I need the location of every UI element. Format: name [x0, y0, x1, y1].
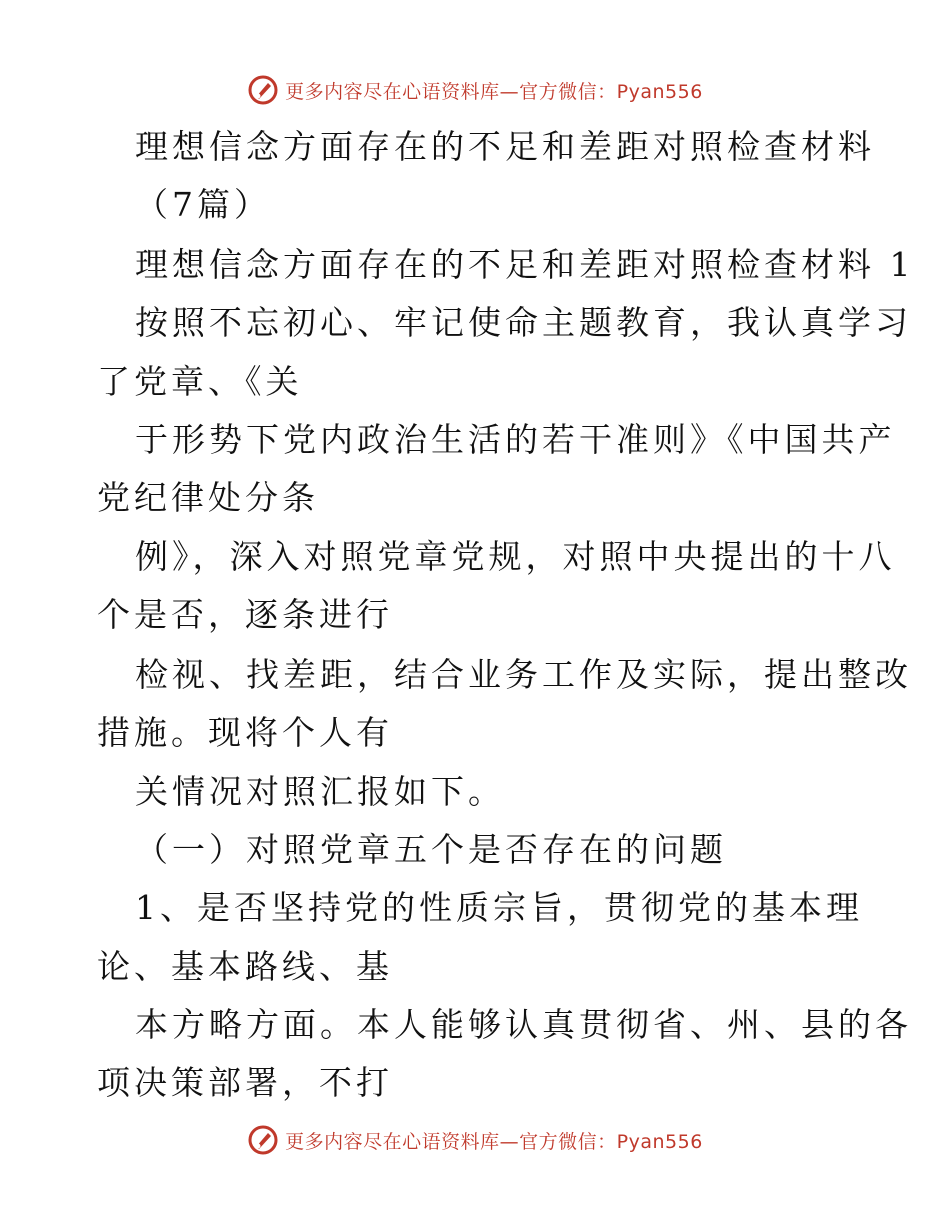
paragraph-line: 1、是否坚持党的性质宗旨，贯彻党的基本理 [135, 888, 863, 927]
paragraph-line: 按照不忘初心、牢记使命主题教育，我认真学习 [135, 303, 912, 342]
doc-title-line-2: （7篇） [135, 185, 271, 224]
header-banner-text: 更多内容尽在心语资料库—官方微信：Pyan556 [285, 80, 703, 103]
paragraph-line: 措施。现将个人有 [97, 713, 393, 752]
paragraph-line: 论、基本路线、基 [97, 947, 393, 986]
paragraph-line: 党纪律处分条 [97, 478, 319, 517]
paragraph-line: 关情况对照汇报如下。 [135, 772, 505, 811]
paragraph-line: 于形势下党内政治生活的若干准则》《中国共产 [135, 420, 896, 459]
paragraph-line: 例》，深入对照党章党规，对照中央提出的十八 [135, 537, 896, 576]
paragraph-line: 项决策部署，不打 [97, 1063, 393, 1102]
subsection-heading: （一）对照党章五个是否存在的问题 [135, 830, 727, 869]
paragraph-line: 个是否，逐条进行 [97, 595, 393, 634]
paragraph-line: 检视、找差距，结合业务工作及实际，提出整改 [135, 655, 912, 694]
section-heading: 理想信念方面存在的不足和差距对照检查材料 1 [135, 245, 915, 284]
pen-logo-icon [247, 74, 279, 106]
footer-banner-text: 更多内容尽在心语资料库—官方微信：Pyan556 [285, 1130, 703, 1153]
header-banner [0, 70, 950, 110]
paragraph-line: 本方略方面。本人能够认真贯彻省、州、县的各 [135, 1005, 912, 1044]
pen-logo-icon [247, 1124, 279, 1156]
doc-title-line-1: 理想信念方面存在的不足和差距对照检查材料 [135, 127, 875, 166]
paragraph-line: 了党章、《关 [97, 362, 303, 401]
footer-banner [0, 1120, 950, 1160]
